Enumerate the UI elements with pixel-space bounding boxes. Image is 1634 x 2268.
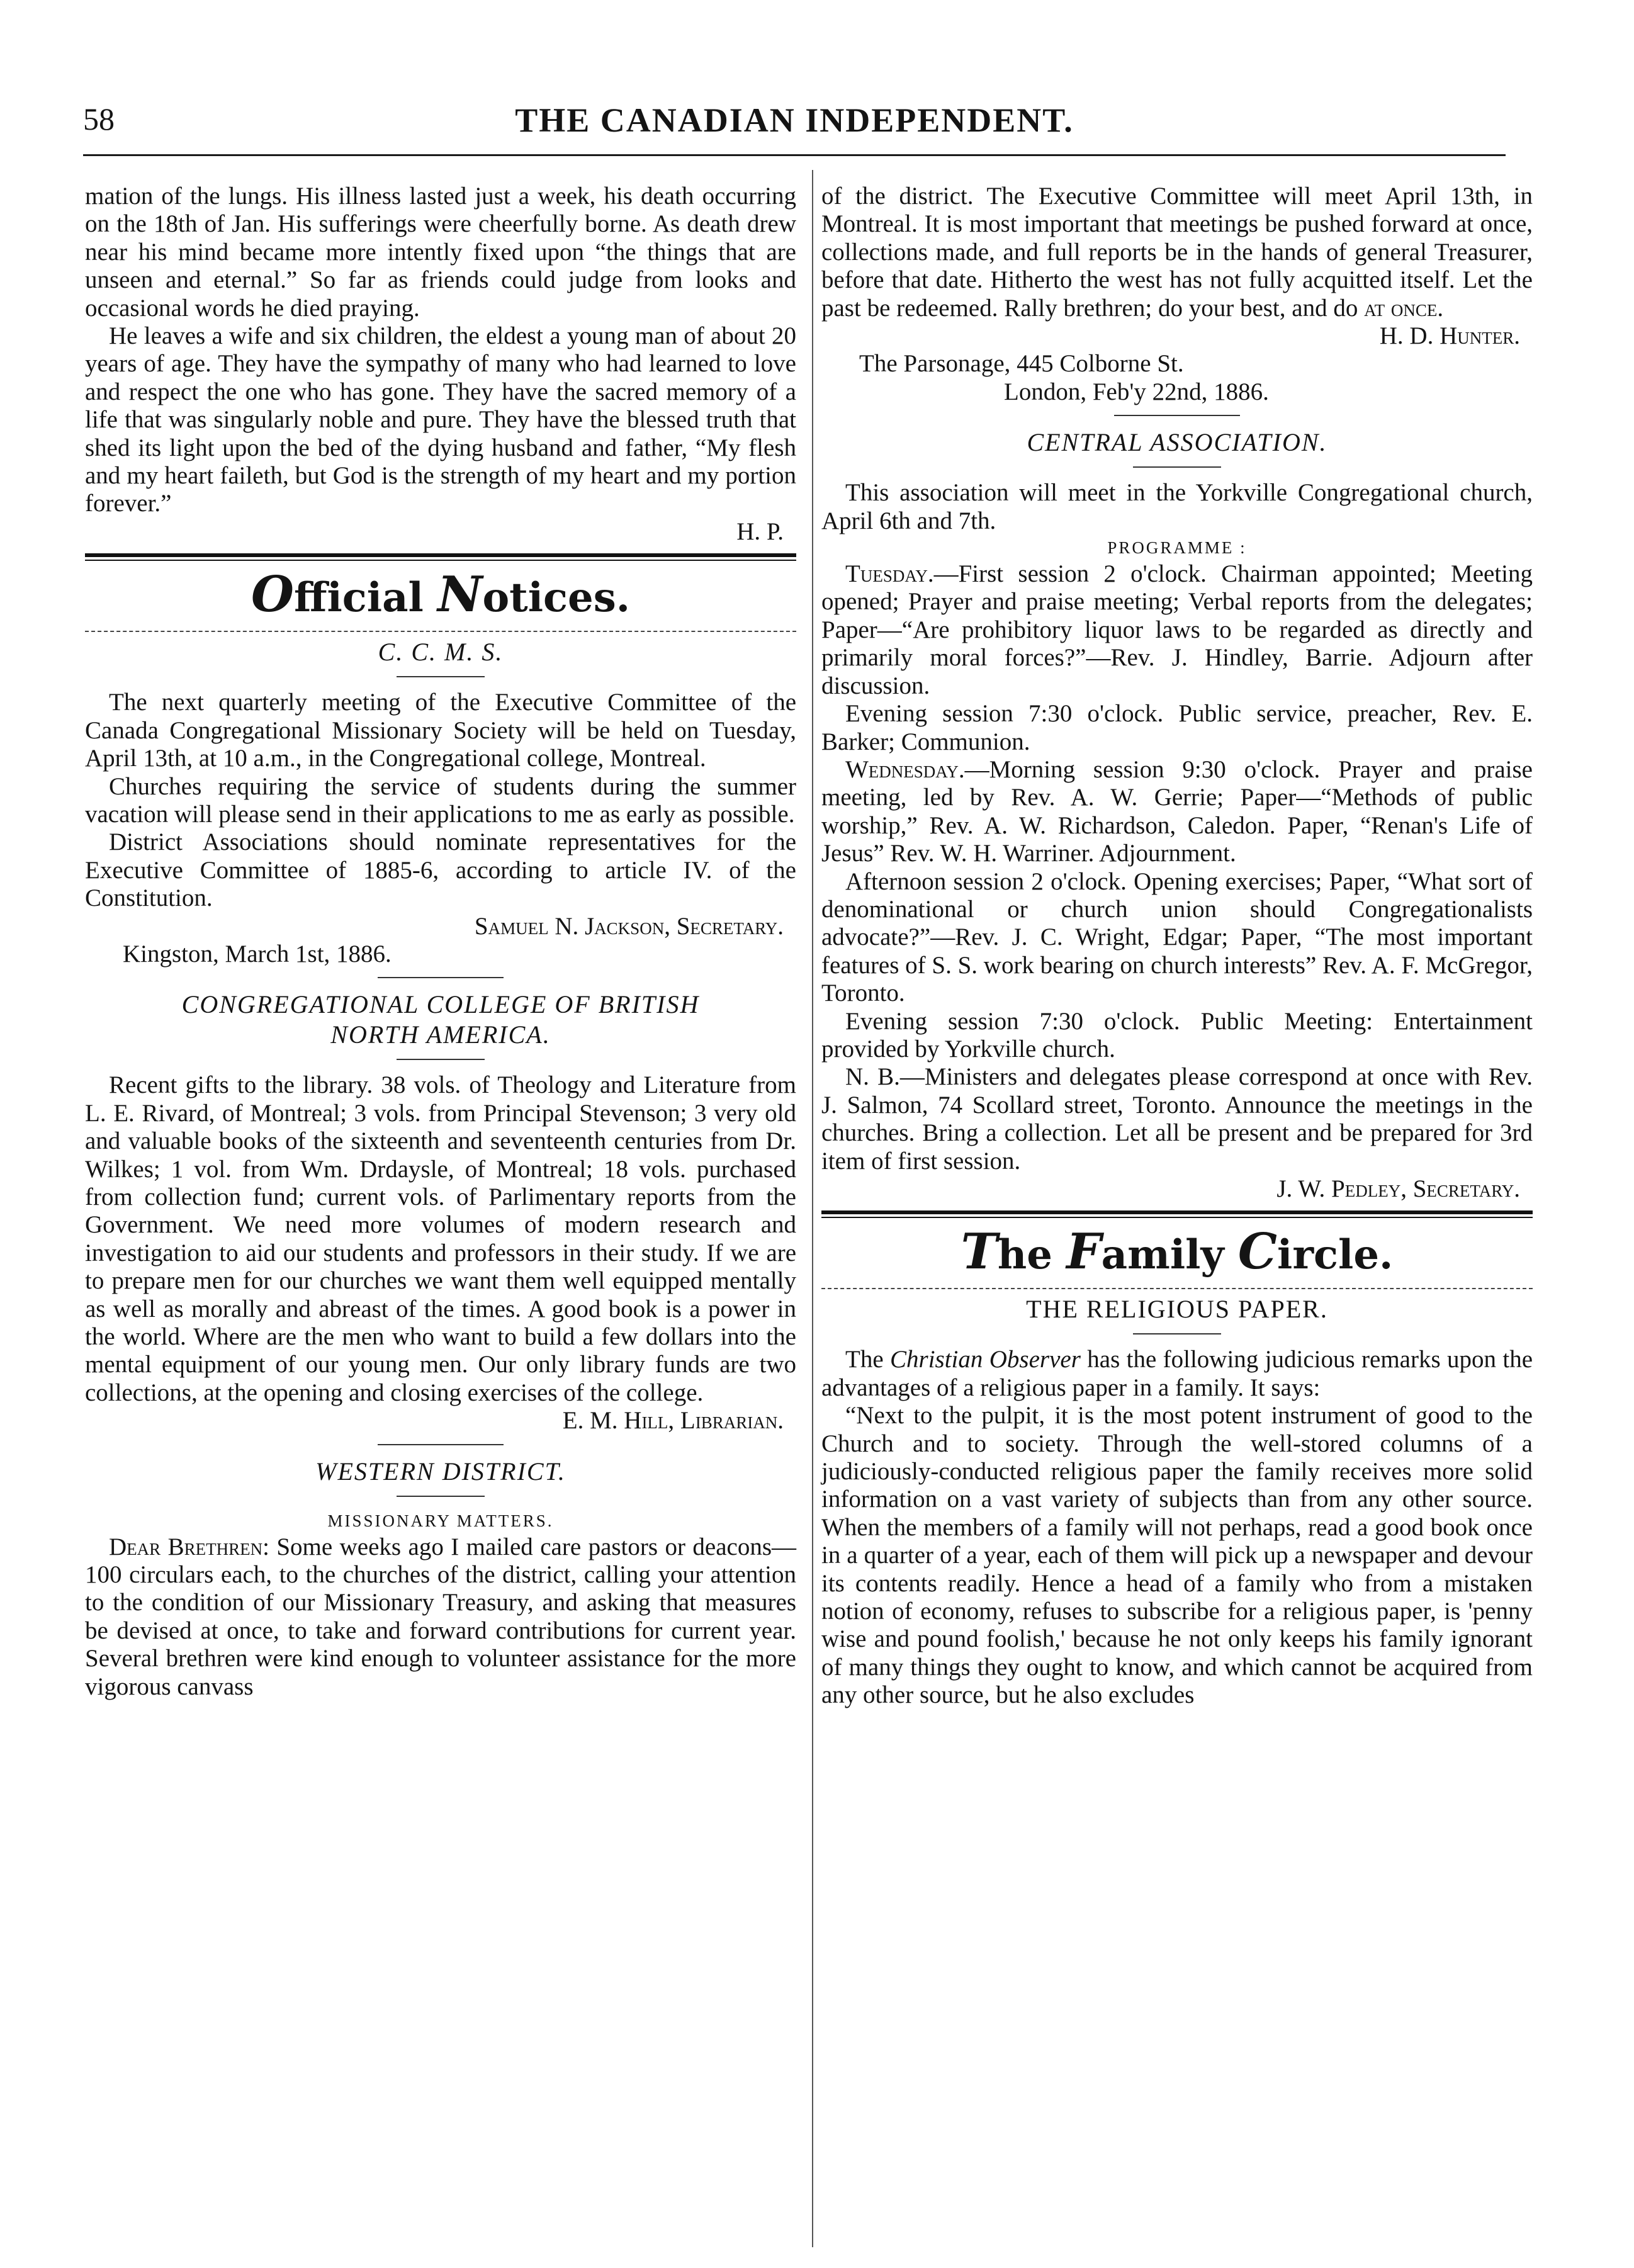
ccms-signature: Samuel N. Jackson, Secretary. (474, 912, 784, 940)
obituary-signature: H. P. (736, 517, 784, 545)
banner-text: amily (1101, 1231, 1238, 1279)
right-column (821, 183, 1533, 1710)
ccms-paragraph: Churches requiring the service of students during the summer vacation will please send in their applications to me as early as possible. (85, 772, 796, 828)
western-continued-paragraph: of the district. The Executive Committee will meet April 13th, in Montreal. It is most important that meetings be pushed forward at once, collections made, and full reports be in the hands of general Treasurer, before that date. Hitherto the west has not fully acquitted itself. Let the past be redeemed. Rally brethren; do your best, and do at once. (821, 183, 1533, 322)
short-rule (397, 1059, 485, 1060)
banner-text: he (997, 1231, 1067, 1279)
short-rule (1114, 415, 1240, 416)
religious-paper-quote: “Next to the pulpit, it is the most potent instrument of good to the Church and to society. Through the well-stored columns of a judiciously-conducted religious paper the family receives more solid information on a vast variety of subjects than from any other source. When the members of a family will not perhaps, read a good book once in a quarter of a year, each of them will pick up a newspaper and devour its contents readily. Hence a head of a family who from a mistaken notion of economy, refuses to subscribe for a religious paper, is 'penny wise and pound foolish,' because he not only keeps his family ignorant of many things they ought to know, and which cannot be acquired from any other source, but he also excludes (821, 1402, 1533, 1709)
dashed-rule (85, 631, 796, 632)
column-divider (812, 170, 813, 2247)
banner-initial: T (961, 1223, 998, 1281)
college-title: NORTH AMERICA. (330, 1020, 551, 1049)
family-circle-banner (821, 1223, 1533, 1282)
banner-initial: F (1066, 1223, 1102, 1281)
ccms-dateline: Kingston, March 1st, 1886. (123, 940, 392, 968)
banner-initial: N (437, 566, 483, 624)
western-subhead: MISSIONARY MATTERS. (327, 1511, 554, 1530)
central-signature: J. W. Pedley, Secretary. (1276, 1175, 1520, 1202)
short-rule (397, 1496, 485, 1497)
programme-item (821, 560, 1533, 700)
short-rule (378, 1444, 504, 1445)
programme-item: Afternoon session 2 o'clock. Opening exercises; Paper, “What sort of denominational or church union should Congregationalists advocate?”—Rev. J. C. Wright, Edgar; Paper, “The most important features of S. S. work bearing on church interests” Rev. A. F. McGregor, Toronto. (821, 867, 1533, 1007)
programme-text: —Morning session 9:30 o'clock. Prayer and praise meeting, led by Rev. A. W. Gerrie; Paper—“Methods of public worship,” Rev. A. W. Richardson, Caledon. Paper, “Renan's Life of Jesus” Rev. W. H. Warriner. Adjournment. (821, 755, 1533, 867)
college-paragraph: Recent gifts to the library. 38 vols. of Theology and Literature from L. E. Rivard, of Montreal; 3 vols. from Principal Stevenson; 3 very old and valuable books of the sixteenth and seventeenth centuries from Dr. Wilkes; 1 vol. from Wm. Drdaysle, of Montreal; 18 vols. purchased from collection fund; current vols. of Parlimentary reports from the Government. We need more volumes of modern research and investigation to aid our students and professors in their study. If we are to prepare men for our churches we want them well equipped mentally as well as morally and abreast of the times. A good book is a power in the world. Where are the men who want to build a few dollars into the mental equipment of our young men. Our only library funds are two collections, at the opening and closing exercises of the college. (85, 1071, 796, 1406)
college-title: CONGREGATIONAL COLLEGE OF BRITISH (181, 990, 700, 1019)
address-line: London, Feb'y 22nd, 1886. (1004, 378, 1269, 405)
western-title: WESTERN DISTRICT. (315, 1457, 566, 1486)
western-continued-text: of the district. The Executive Committee will meet April 13th, in Montreal. It is most important that meetings be pushed forward at once, collections made, and full reports be in the hands of general Treasurer, before that date. Hitherto the west has not fully acquitted itself. Let the past be redeemed. Rally brethren; do your best, and do (821, 183, 1533, 322)
central-intro: This association will meet in the Yorkville Congregational church, April 6th and 7th. (821, 479, 1533, 534)
address-line: The Parsonage, 445 Colborne St. (859, 350, 1184, 378)
banner-text: otices. (482, 574, 630, 622)
programme-item (821, 756, 1533, 868)
programme-heading: PROGRAMME : (1107, 538, 1247, 558)
official-notices-banner (85, 568, 796, 624)
ccms-paragraph: District Associations should nominate representatives for the Executive Committee of 1885-6, according to article IV. of the Constitution. (85, 828, 796, 912)
religious-paper-title: THE RELIGIOUS PAPER. (1026, 1295, 1328, 1324)
day-label: Wednesday. (845, 755, 965, 783)
banner-text: fficial (293, 574, 438, 622)
paragraph-text: The (845, 1346, 891, 1374)
western-text: : Some weeks ago I mailed care pastors or deacons—100 circulars each, to the churches of the district, calling your attention to the condition of our Missionary Treasury, and asking that measures be devised at once, to take and forward contributions for current year. Several brethren were kind enough to volunteer assistance for the more vigorous canvass (85, 1533, 797, 1700)
section-rule (821, 1210, 1533, 1218)
central-title: CENTRAL ASSOCIATION. (1027, 428, 1327, 457)
short-rule (1133, 466, 1221, 468)
short-rule (378, 977, 504, 978)
programme-item: Evening session 7:30 o'clock. Public Meeting: Entertainment provided by Yorkville church. (821, 1007, 1533, 1063)
obituary-paragraph: He leaves a wife and six children, the eldest a young man of about 20 years of age. They have the sympathy of many who had learned to love and respect the one who has gone. They have the sacred memory of a life that was singularly noble and pure. They have the blessed truth that shed its light upon the bed of the dying husband and father, “My flesh and my heart faileth, but God is the strength of my heart and my portion forever.” (85, 322, 796, 517)
section-rule (85, 553, 796, 561)
paragraph-text: has the following judicious remarks upon the advantages of a religious paper in a family. It says: (821, 1346, 1533, 1401)
day-label: Tuesday. (845, 560, 934, 588)
programme-item: Evening session 7:30 o'clock. Public service, preacher, Rev. E. Barker; Communion. (821, 700, 1533, 755)
page-header (83, 101, 1506, 151)
publication-name: Christian Observer (890, 1346, 1081, 1374)
western-signature: H. D. Hunter. (1379, 322, 1520, 350)
western-paragraph (85, 1533, 796, 1701)
short-rule (1133, 1333, 1221, 1334)
at-once-emphasis: at once (1364, 294, 1438, 322)
banner-text: ircle. (1277, 1231, 1394, 1279)
left-column (85, 183, 796, 1701)
obituary-paragraph: mation of the lungs. His illness lasted just a week, his death occurring on the 18th of Jan. His sufferings were cheerfully borne. As death drew near his mind became more intently fixed upon “the things that are unseen and eternal.” So far as friends could judge from looks and occasional words he died praying. (85, 183, 796, 322)
programme-note: N. B.—Ministers and delegates please correspond at once with Rev. J. Salmon, 74 Scollard street, Toronto. Announce the meetings in the churches. Bring a collection. Let all be present and be prepared for 3rd item of first session. (821, 1063, 1533, 1175)
banner-initial: C (1237, 1223, 1278, 1281)
ccms-title: C. C. M. S. (378, 638, 504, 667)
programme-text: —First session 2 o'clock. Chairman appointed; Meeting opened; Prayer and praise meeting; Verbal reports from the delegates; Paper—“Are prohibitory liquor laws to be regarded as directly and primarily moral forces?”—Rev. J. Hindley, Barrie. Adjourn after discussion. (821, 560, 1533, 699)
college-signature: E. M. Hill, Librarian. (562, 1407, 784, 1435)
journal-title: THE CANADIAN INDEPENDENT. (515, 101, 1074, 139)
banner-initial: O (251, 566, 294, 624)
salutation: Dear Brethren (109, 1533, 263, 1560)
ccms-paragraph: The next quarterly meeting of the Executive Committee of the Canada Congregational Missionary Society will be held on Tuesday, April 13th, at 10 a.m., in the Congregational college, Montreal. (85, 689, 796, 772)
short-rule (397, 676, 485, 677)
page-number: 58 (83, 101, 115, 137)
dashed-rule (821, 1288, 1533, 1289)
religious-paper-paragraph (821, 1346, 1533, 1402)
header-rule (83, 154, 1506, 156)
